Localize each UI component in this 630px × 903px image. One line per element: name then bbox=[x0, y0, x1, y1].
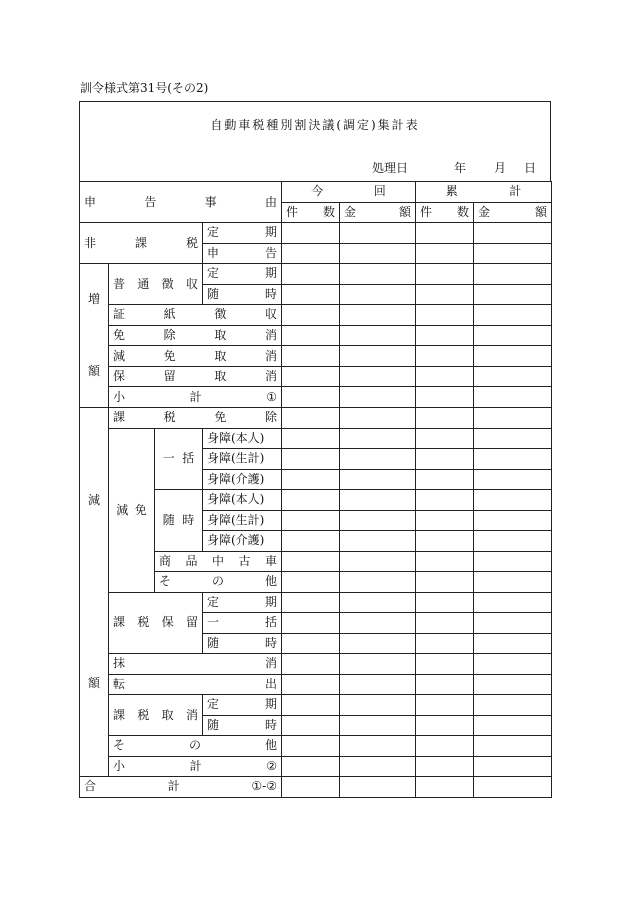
cell[interactable] bbox=[474, 325, 552, 346]
cell[interactable] bbox=[340, 469, 416, 490]
cell[interactable] bbox=[282, 223, 340, 244]
cell[interactable] bbox=[474, 428, 552, 449]
cell[interactable] bbox=[474, 551, 552, 572]
cell[interactable] bbox=[340, 551, 416, 572]
cell[interactable] bbox=[282, 510, 340, 531]
cell[interactable] bbox=[416, 469, 474, 490]
cell[interactable] bbox=[474, 715, 552, 736]
cell[interactable] bbox=[282, 490, 340, 511]
row-horyu-torikeshi bbox=[80, 366, 552, 387]
cell[interactable] bbox=[340, 633, 416, 654]
row-tenshutsu bbox=[80, 674, 552, 695]
cell[interactable] bbox=[474, 408, 552, 429]
row-torikeshi-teiki bbox=[80, 695, 552, 716]
cell[interactable] bbox=[340, 243, 416, 264]
row-gengaku-sonota bbox=[80, 736, 552, 757]
cell[interactable] bbox=[282, 243, 340, 264]
row-futsu-teiki bbox=[80, 264, 552, 285]
header-current: 今 回 bbox=[282, 182, 416, 203]
cell[interactable] bbox=[416, 531, 474, 552]
cell[interactable] bbox=[474, 387, 552, 408]
row-total bbox=[80, 777, 552, 798]
cell[interactable] bbox=[474, 510, 552, 531]
sub-ikkatsu: 一 括 bbox=[203, 613, 282, 634]
label-shohin-chukosha: 商 品 中 古 車 bbox=[155, 551, 282, 572]
sub-shinsho-seikei: 身障(生計) bbox=[203, 449, 282, 470]
cell[interactable] bbox=[340, 736, 416, 757]
cell[interactable] bbox=[340, 428, 416, 449]
cell[interactable] bbox=[416, 633, 474, 654]
cell[interactable] bbox=[282, 572, 340, 593]
cell[interactable] bbox=[416, 756, 474, 777]
cell[interactable] bbox=[474, 674, 552, 695]
label-shoshi-choshu: 証 紙 徴 収 bbox=[109, 305, 282, 326]
cell[interactable] bbox=[282, 613, 340, 634]
row-ikkatsu-honnin bbox=[80, 428, 552, 449]
cell[interactable] bbox=[416, 777, 474, 798]
cell[interactable] bbox=[474, 490, 552, 511]
cell[interactable] bbox=[340, 387, 416, 408]
label-kazei-horyu: 課 税 保 留 bbox=[109, 592, 203, 654]
date-day: 日 bbox=[524, 161, 537, 175]
cell[interactable] bbox=[474, 346, 552, 367]
cell[interactable] bbox=[340, 408, 416, 429]
cell[interactable] bbox=[340, 346, 416, 367]
cell[interactable] bbox=[416, 243, 474, 264]
cell[interactable] bbox=[340, 223, 416, 244]
header-cumulative: 累 計 bbox=[416, 182, 552, 203]
cell[interactable] bbox=[340, 674, 416, 695]
cell[interactable] bbox=[340, 449, 416, 470]
cell[interactable] bbox=[340, 490, 416, 511]
label-genmen-torikeshi: 減 免 取 消 bbox=[109, 346, 282, 367]
label-kazei-torikeshi: 課 税 取 消 bbox=[109, 695, 203, 736]
cell[interactable] bbox=[340, 572, 416, 593]
cell[interactable] bbox=[416, 674, 474, 695]
label-hikazei: 非 課 税 bbox=[80, 223, 203, 264]
cell[interactable] bbox=[340, 264, 416, 285]
label-zuiji: 随 時 bbox=[155, 490, 203, 552]
cell[interactable] bbox=[474, 531, 552, 552]
cell[interactable] bbox=[340, 592, 416, 613]
form-number: 訓令様式第31号(その2) bbox=[80, 81, 209, 95]
cell[interactable] bbox=[340, 756, 416, 777]
date-label: 処理日 bbox=[372, 161, 409, 175]
row-gengaku-subtotal bbox=[80, 756, 552, 777]
cell[interactable] bbox=[282, 408, 340, 429]
cell[interactable] bbox=[282, 551, 340, 572]
cell[interactable] bbox=[416, 408, 474, 429]
cell[interactable] bbox=[340, 654, 416, 675]
date-year: 年 bbox=[454, 161, 467, 175]
sub-zuiji: 随 時 bbox=[203, 633, 282, 654]
cell[interactable] bbox=[340, 305, 416, 326]
label-genmen-sonota: そ の 他 bbox=[155, 572, 282, 593]
summary-table bbox=[79, 181, 552, 798]
cell[interactable] bbox=[416, 366, 474, 387]
cell[interactable] bbox=[416, 695, 474, 716]
sub-teiki: 定 期 bbox=[203, 223, 282, 244]
label-genmen: 減 免 bbox=[109, 428, 155, 592]
header-row-1 bbox=[80, 182, 552, 203]
cell[interactable] bbox=[474, 654, 552, 675]
label-tenshutsu: 転 出 bbox=[109, 674, 282, 695]
cell[interactable] bbox=[340, 777, 416, 798]
side-gengaku: 減 額 bbox=[80, 408, 109, 777]
cell[interactable] bbox=[282, 284, 340, 305]
sub-zuiji: 随 時 bbox=[203, 715, 282, 736]
cell[interactable] bbox=[416, 736, 474, 757]
cell[interactable] bbox=[282, 736, 340, 757]
cell[interactable] bbox=[340, 366, 416, 387]
cell[interactable] bbox=[282, 346, 340, 367]
cell[interactable] bbox=[416, 428, 474, 449]
row-masshou bbox=[80, 654, 552, 675]
sub-shinsho-honnin: 身障(本人) bbox=[203, 490, 282, 511]
header-reason: 申 告 事 由 bbox=[80, 182, 282, 223]
cell[interactable] bbox=[416, 572, 474, 593]
cell[interactable] bbox=[416, 284, 474, 305]
cell[interactable] bbox=[282, 633, 340, 654]
label-masshou: 抹 消 bbox=[109, 654, 282, 675]
cell[interactable] bbox=[474, 449, 552, 470]
header-amount: 金 額 bbox=[340, 202, 416, 223]
cell[interactable] bbox=[340, 715, 416, 736]
row-genmen-torikeshi bbox=[80, 346, 552, 367]
row-horyu-teiki bbox=[80, 592, 552, 613]
sub-shinsho-kaigo: 身障(介護) bbox=[203, 531, 282, 552]
cell[interactable] bbox=[282, 366, 340, 387]
cell[interactable] bbox=[282, 325, 340, 346]
cell[interactable] bbox=[416, 264, 474, 285]
sub-shinsho-seikei: 身障(生計) bbox=[203, 510, 282, 531]
sub-teiki: 定 期 bbox=[203, 264, 282, 285]
cell[interactable] bbox=[416, 715, 474, 736]
sub-zuiji: 随 時 bbox=[203, 284, 282, 305]
sub-teiki: 定 期 bbox=[203, 695, 282, 716]
cell[interactable] bbox=[282, 531, 340, 552]
cell[interactable] bbox=[340, 284, 416, 305]
cell[interactable] bbox=[474, 572, 552, 593]
cell[interactable] bbox=[416, 551, 474, 572]
label-sonota: そ の 他 bbox=[109, 736, 282, 757]
label-ikkatsu: 一 括 bbox=[155, 428, 203, 490]
cell[interactable] bbox=[416, 325, 474, 346]
row-hikazei-teiki bbox=[80, 223, 552, 244]
sub-teiki: 定 期 bbox=[203, 592, 282, 613]
cell[interactable] bbox=[474, 736, 552, 757]
cell[interactable] bbox=[474, 366, 552, 387]
cell[interactable] bbox=[282, 449, 340, 470]
cell[interactable] bbox=[416, 510, 474, 531]
label-total: 合 計 ①-② bbox=[80, 777, 282, 798]
cell[interactable] bbox=[416, 223, 474, 244]
sub-shinsho-kaigo: 身障(介護) bbox=[203, 469, 282, 490]
cell[interactable] bbox=[282, 715, 340, 736]
cell[interactable] bbox=[282, 654, 340, 675]
cell[interactable] bbox=[340, 613, 416, 634]
header-amount: 金 額 bbox=[474, 202, 552, 223]
label-subtotal-1: 小 計 ① bbox=[109, 387, 282, 408]
cell[interactable] bbox=[474, 284, 552, 305]
cell[interactable] bbox=[474, 243, 552, 264]
cell[interactable] bbox=[474, 305, 552, 326]
cell[interactable] bbox=[474, 613, 552, 634]
side-zougaku: 増 額 bbox=[80, 264, 109, 408]
cell[interactable] bbox=[282, 777, 340, 798]
cell[interactable] bbox=[282, 592, 340, 613]
cell[interactable] bbox=[474, 592, 552, 613]
cell[interactable] bbox=[416, 654, 474, 675]
cell[interactable] bbox=[282, 756, 340, 777]
cell[interactable] bbox=[282, 387, 340, 408]
cell[interactable] bbox=[340, 510, 416, 531]
cell[interactable] bbox=[416, 305, 474, 326]
cell[interactable] bbox=[474, 695, 552, 716]
row-menjo-torikeshi bbox=[80, 325, 552, 346]
label-horyu-torikeshi: 保 留 取 消 bbox=[109, 366, 282, 387]
cell[interactable] bbox=[416, 346, 474, 367]
date-month: 月 bbox=[494, 161, 507, 175]
cell[interactable] bbox=[416, 490, 474, 511]
cell[interactable] bbox=[474, 264, 552, 285]
header-count: 件 数 bbox=[282, 202, 340, 223]
cell[interactable] bbox=[416, 592, 474, 613]
header-count: 件 数 bbox=[416, 202, 474, 223]
label-kazei-menjo: 課 税 免 除 bbox=[109, 408, 282, 429]
cell[interactable] bbox=[416, 613, 474, 634]
cell[interactable] bbox=[474, 756, 552, 777]
cell[interactable] bbox=[282, 674, 340, 695]
row-shoshi-choshu bbox=[80, 305, 552, 326]
cell[interactable] bbox=[474, 469, 552, 490]
cell[interactable] bbox=[416, 449, 474, 470]
cell[interactable] bbox=[340, 325, 416, 346]
row-kazei-menjo bbox=[80, 408, 552, 429]
form-header bbox=[79, 101, 551, 181]
form-title: 自動車税種別割決議(調定)集計表 bbox=[210, 118, 420, 132]
cell[interactable] bbox=[282, 428, 340, 449]
row-zougaku-subtotal bbox=[80, 387, 552, 408]
sub-shinsho-honnin: 身障(本人) bbox=[203, 428, 282, 449]
cell[interactable] bbox=[340, 531, 416, 552]
cell[interactable] bbox=[282, 305, 340, 326]
cell[interactable] bbox=[340, 695, 416, 716]
cell[interactable] bbox=[474, 223, 552, 244]
cell[interactable] bbox=[474, 633, 552, 654]
cell[interactable] bbox=[416, 387, 474, 408]
label-futsu-choshu: 普 通 徴 収 bbox=[109, 264, 203, 305]
label-menjo-torikeshi: 免 除 取 消 bbox=[109, 325, 282, 346]
sub-shinkoku: 申 告 bbox=[203, 243, 282, 264]
cell[interactable] bbox=[282, 695, 340, 716]
cell[interactable] bbox=[474, 777, 552, 798]
cell[interactable] bbox=[282, 469, 340, 490]
cell[interactable] bbox=[282, 264, 340, 285]
label-subtotal-2: 小 計 ② bbox=[109, 756, 282, 777]
